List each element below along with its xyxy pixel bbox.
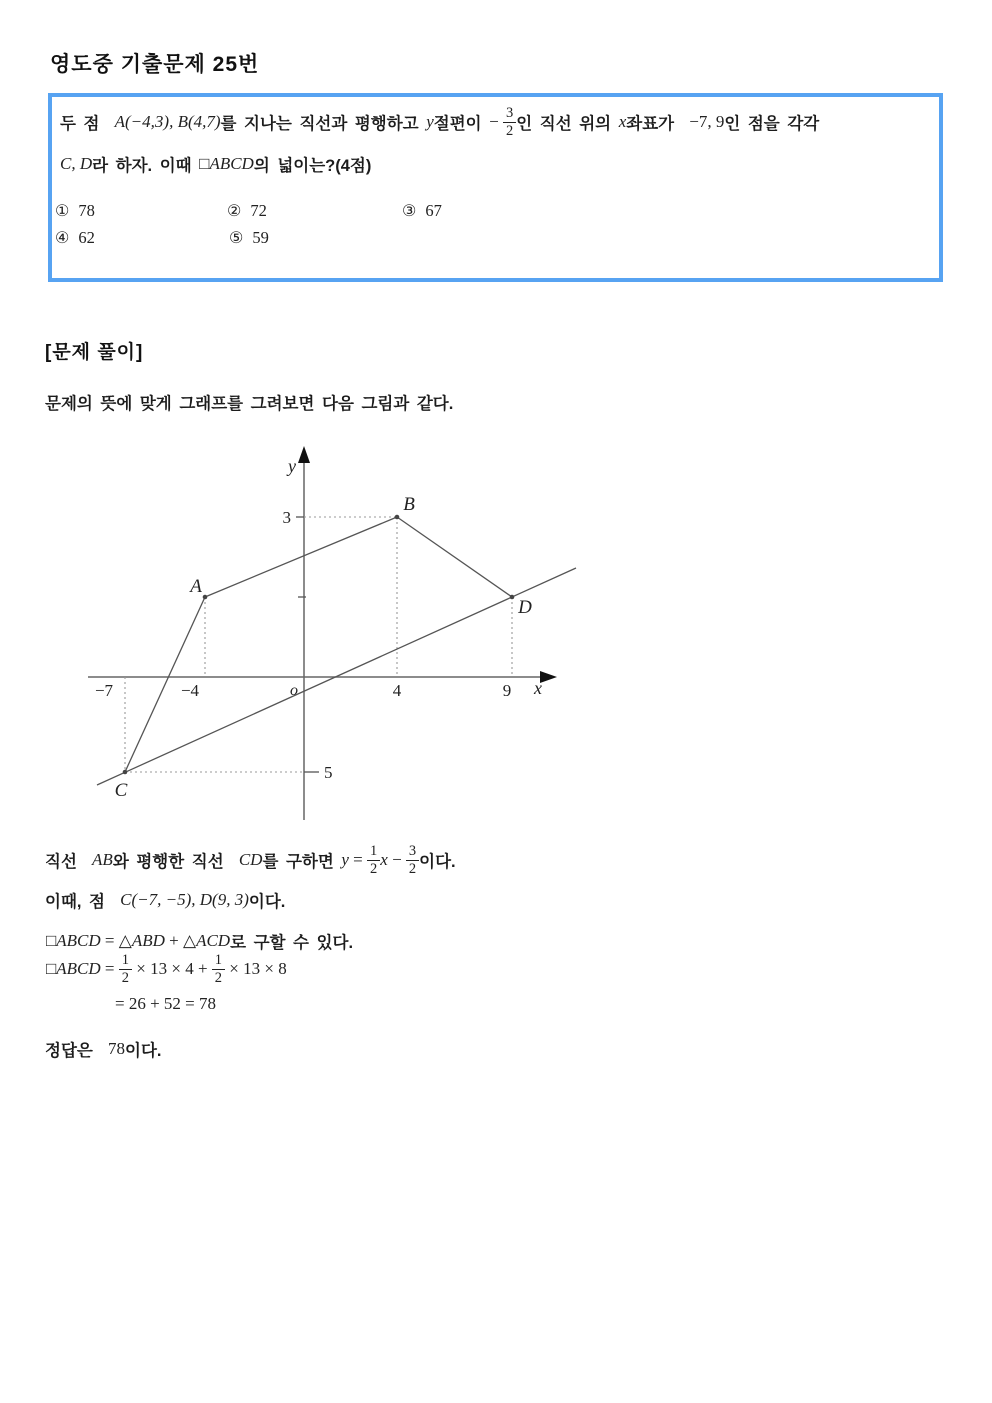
choice-2: [227, 201, 267, 221]
fraction-denominator: 2: [212, 969, 225, 987]
problem-text: 좌표가: [626, 115, 690, 134]
triangle-symbol: △: [118, 931, 132, 950]
choice-value: 62: [78, 228, 95, 247]
math-cd: CD: [238, 850, 263, 870]
math-fraction-1-2: [119, 952, 132, 986]
choice-3: [402, 201, 442, 221]
math-plus: +: [164, 931, 183, 950]
problem-text: 두 점: [60, 115, 115, 134]
explanation-text: 이다.: [419, 853, 456, 872]
choice-marker: ④: [55, 230, 70, 247]
x-tick-label-m4: −4: [180, 681, 200, 700]
choice-5: [229, 228, 269, 248]
problem-box: [48, 93, 943, 282]
choice-value: 72: [250, 201, 267, 220]
math-var-x: x: [618, 112, 627, 132]
math-points-ab: A(−4,3), B(4,7): [114, 112, 221, 132]
explanation-line-equation: [45, 843, 456, 877]
problem-text: 를 지나는 직선과 평행하고: [220, 115, 427, 134]
answer-text: 이다.: [125, 1042, 162, 1060]
square-symbol: □: [46, 931, 57, 950]
fraction-numerator: 1: [370, 843, 378, 859]
square-symbol: □: [199, 154, 210, 173]
math-fraction-3-2: [406, 843, 419, 877]
answer-text: 정답은: [45, 1042, 108, 1060]
math-operation: × 13 × 4 +: [132, 959, 212, 979]
math-var-y: y: [426, 112, 434, 132]
fraction-numerator: 3: [506, 105, 514, 121]
y-tick-label-3: 3: [282, 508, 291, 527]
math-abd: ABD: [131, 931, 165, 950]
math-var-x: x: [380, 850, 388, 870]
choice-value: 78: [78, 201, 95, 220]
math-equals: =: [348, 850, 368, 870]
problem-text-line1: [60, 105, 819, 139]
problem-text: 인 점을 각각: [724, 115, 820, 134]
square-symbol: □: [46, 959, 57, 979]
math-fraction-1-2: [367, 843, 380, 877]
math-fraction-3-2: [503, 105, 516, 139]
fraction-denominator: 2: [367, 860, 380, 878]
fraction-denominator: 2: [406, 860, 419, 878]
math-abcd: ABCD: [56, 931, 101, 950]
x-axis-arrow-icon: [540, 671, 557, 683]
x-tick-label-4: 4: [392, 681, 402, 700]
math-var-y: y: [341, 850, 349, 870]
math-operation: × 13 × 8: [225, 959, 287, 979]
point-C-label: C: [114, 780, 128, 801]
math-equals: =: [100, 931, 119, 950]
math-equals: =: [100, 959, 119, 979]
math-minus: −: [387, 850, 406, 870]
choice-marker: ③: [402, 203, 417, 220]
solution-heading: [문제 풀이]: [45, 342, 144, 363]
answer-line: [45, 1037, 161, 1061]
point-B-label: B: [403, 494, 415, 515]
segment-AB: [205, 517, 397, 597]
y-axis-label: y: [288, 456, 296, 476]
explanation-text: 이때, 점: [45, 893, 121, 911]
fraction-denominator: 2: [503, 122, 516, 140]
math-minus: −: [489, 112, 503, 132]
choice-marker: ②: [227, 203, 242, 220]
choice-marker: ①: [55, 203, 70, 220]
point-A-dot: [203, 595, 208, 600]
explanation-text: 이다.: [248, 893, 286, 911]
x-axis-label: x: [534, 678, 542, 698]
problem-text-line2: [60, 152, 371, 176]
calc-line-2: [46, 952, 287, 986]
problem-text: 인 직선 위의: [516, 115, 619, 134]
math-abcd: ABCD: [209, 154, 254, 173]
explanation-text: 를 구하면: [262, 853, 342, 872]
math-abcd: ABCD: [56, 959, 101, 979]
calc-line-3: = 26 + 52 = 78: [115, 994, 217, 1013]
calc-line-1: [46, 929, 353, 953]
segment-BD: [397, 517, 512, 597]
problem-text: 라 하자. 이때: [92, 157, 200, 175]
fraction-numerator: 1: [121, 952, 130, 968]
math-points-cd-values: C(−7, −5), D(9, 3): [120, 890, 249, 909]
choice-4: [55, 228, 95, 248]
explanation-text: 직선: [45, 853, 93, 872]
triangle-symbol: △: [182, 931, 197, 950]
answer-value: 78: [108, 1039, 125, 1058]
y-tick-label-5: 5: [324, 763, 333, 782]
solution-intro: 문제의 뜻에 맞게 그래프를 그려보면 다음 그림과 같다.: [45, 395, 454, 413]
point-D-label: D: [518, 597, 532, 618]
y-axis-arrow-icon: [298, 446, 310, 463]
point-D-dot: [510, 595, 515, 600]
explanation-text: 로 구할 수 있다.: [230, 934, 354, 952]
choice-marker: ⑤: [229, 230, 244, 247]
coordinate-figure: [48, 442, 588, 832]
choice-value: 59: [252, 228, 269, 247]
problem-text: 절편이: [433, 115, 490, 134]
math-values: −7, 9: [689, 112, 725, 132]
point-B-dot: [395, 515, 400, 520]
point-A-label: A: [190, 576, 202, 597]
fraction-denominator: 2: [119, 969, 132, 987]
point-C-dot: [123, 770, 128, 775]
math-ab: AB: [92, 850, 113, 870]
explanation-text: 와 평행한 직선: [112, 853, 239, 872]
choice-1: [55, 201, 95, 221]
math-points-cd: C, D: [60, 154, 93, 173]
x-tick-label-9: 9: [502, 681, 512, 700]
origin-label: o: [290, 682, 298, 699]
page-title: 영도중 기출문제 25번: [50, 53, 260, 76]
x-tick-label-m7: −7: [94, 681, 114, 700]
explanation-line-points: [45, 888, 285, 912]
fraction-numerator: 1: [214, 952, 223, 968]
problem-text: 의 넓이는?(4점): [253, 157, 372, 175]
math-acd: ACD: [196, 931, 231, 950]
fraction-numerator: 3: [408, 843, 417, 859]
math-fraction-1-2: [212, 952, 225, 986]
choice-value: 67: [425, 201, 442, 220]
